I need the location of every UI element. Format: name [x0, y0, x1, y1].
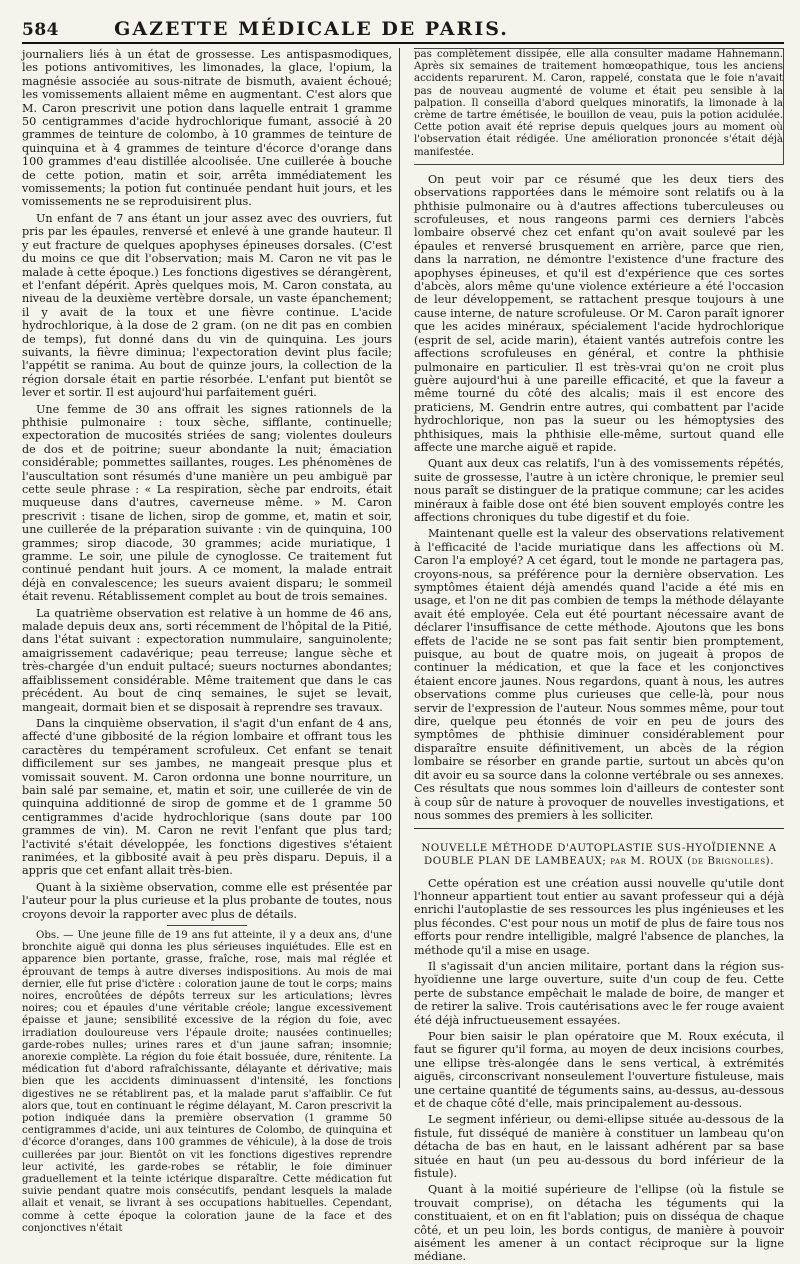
journal-title: GAZETTE MÉDICALE DE PARIS.	[114, 18, 509, 40]
paragraph: La quatrième observation est relative à un homme de 46 ans, malade depuis deux ans, sorti récemment de l'hôpital de la Pitié, dans l'état suivant : expectoration nummulaire, sanguinolente; amaigrissement cadavérique; peau terreuse; langue sèche et très-chargée d'un enduit pultacé; sueurs nocturnes abondantes; affaiblissement considérable. Même traitement que dans le cas précédent. Au bout de cinq semaines, le sujet se levait, mangeait, dormait bien et se disposait à reprendre ses travaux.	[22, 606, 392, 714]
paragraph: Quant à la moitié supérieure de l'ellipse (où la fistule se trouvait comprise), on détacha les téguments qui la constituaient, et on en fit l'ablation; puis on disséqua de chaque côté, et un peu loin, les bords contigus, de manière à pouvoir aisément les amener à un contact réciproque sur la ligne médiane.	[414, 1183, 784, 1264]
left-column	[22, 48, 400, 1234]
paragraph: Maintenant quelle est la valeur des observations relativement à l'efficacité de l'acide muriatique dans les affections où M. Caron l'a employé? A cet égard, tout le monde ne partagera pas, croyons-nous, sa préférence pour la dernière observation. Les symptômes étaient déjà amendés quand l'acide a été mis en usage, et l'on ne dit pas combien de temps la méthode délayante avait été employée. Cela eut été pourtant nécessaire avant de déclarer l'insuffisance de cette méthode. Ajoutons que les bons effets de l'acide ne se sont pas fait sentir bien promptement, puisque, au bout de quatre mois, on jugeait à propos de continuer la médication, et que la face et les conjonctives étaient encore jaunes. Nous regardons, quant à nous, les autres observations comme plus curieuses que celle-là, pour nous servir de l'expression de l'auteur. Nous sommes même, pour tout dire, quelque peu étonnés de voir en peu de jours des symptômes de phthisie diminuer considérablement pour disparaître ensuite définitivement, un abcès de la région lombaire se résorber en grande partie, surtout un abcès qu'on dit avoir eu sa source dans la colonne vertébrale ou ses annexes. Ces résultats que nous sommes loin d'ailleurs de contester sont à coup sûr de nature à provoquer de nouvelles investigations, et nous sommes des premiers à les solliciter.	[414, 527, 784, 822]
paragraph: Dans la cinquième observation, il s'agit d'un enfant de 4 ans, affecté d'une gibbosité de la région lombaire et offrant tous les caractères du tempérament scrofuleux. Cet enfant se tenait difficilement sur ses jambes, ne mangeait presque plus et vomissait souvent. M. Caron ordonna une bonne nourriture, un bain salé par semaine, et, matin et soir, une cuillerée de vin de quinquina additionné de sirop de gomme et de 1 gramme 50 centigrammes d'acide hydrochlorique (sans doute par 100 grammes de vin). M. Caron ne revit l'enfant que plus tard; l'activité s'était développée, les fonctions digestives s'étaient ranimées, et la gibbosité avait à peu près disparu. Depuis, il a appris que cet enfant allait très-bien.	[22, 716, 392, 878]
paragraph: Il s'agissait d'un ancien militaire, portant dans la région sus-hyoïdienne une large ouverture, suite d'un coup de feu. Cette perte de substance empêchait le malade de boire, de manger et de retirer la salive. Trois cautérisations avec le fer rouge avaient été déjà infructueusement essayées.	[414, 959, 784, 1027]
observation-text: Obs. — Une jeune fille de 19 ans fut atteinte, il y a deux ans, d'une bronchite aiguë qui donna les plus sérieuses inquiétudes. Elle est en apparence bien portante, grasse, fraîche, rose, mais mal réglée et éprouvant de temps à autre diverses indispositions. Au mois de mai dernier, elle fut prise d'ictère : coloration jaune de tout le corps; mains noires, encroûtées de dépôts terreux sur les articulations; lèvres noires; cou et épaules d'une véritable créole; langue excessivement épaisse et jaune; sensibilité excessive de la région du foie, avec irradiation douloureuse vers l'épaule droite; nausées continuelles; garde-robes nulles; urines rares et d'un jaune safran; insomnie; anorexie complète. La région du foie était bossuée, dure, rénitente. La médication fut d'abord rafraîchissante, délayante et dérivative; mais bien que les accidents diminuassent d'intensité, les fonctions digestives ne se rétablirent pas, et la malade parut s'affaiblir. Ce fut alors que, tout en continuant le régime délayant, M. Caron prescrivit la potion indiquée dans la première observation (1 gramme 50 centigrammes d'acide, uni aux teintures de Colombo, de quinquina et d'écorce d'oranges, dans 100 grammes de véhicule), à la dose de trois cuillerées par jour. Bientôt on vit les fonctions digestives reprendre leur activité, les garde-robes se rétablir, le foie diminuer graduellement et la teinte ictérique disparaître. Cette médication fut suivie pendant quatre mois consécutifs, pendant lesquels la malade allait et venait, se livrant à ses occupations habituelles. Cependant, comme à cette époque la coloration jaune de la face et des conjonctives n'était	[22, 930, 392, 1234]
paragraph: Quant à la sixième observation, comme elle est présentée par l'auteur pour la plus curieuse et la plus probante de toutes, nous croyons devoir la rapporter avec plus de détails.	[22, 880, 392, 921]
separator	[167, 925, 247, 926]
section-rule	[414, 828, 784, 833]
paragraph: Une femme de 30 ans offrait les signes rationnels de la phthisie pulmonaire : toux sèche, sifflante, continuelle; expectoration de mucosités striées de sang; violentes douleurs de dos et de poitrine; sueur abondante la nuit; émaciation considérable; pommettes saillantes, rouges. Les phénomènes de l'auscultation sont résumés d'une manière un peu ambiguë par cette seule phrase : « La respiration, sèche par endroits, était muqueuse dans d'autres, caverneuse même. » M. Caron prescrivit : tisane de lichen, sirop de gomme, et, matin et soir, une cuillerée de la préparation suivante : vin de quinquina, 100 grammes; sirop diacode, 30 grammes; acide muriatique, 1 gramme. Le soir, une pilule de cynoglosse. Ce traitement fut continué pendant huit jours. A ce moment, la malade entrait déjà en convalescence; les sueurs avaient disparu; le sommeil était revenu. Rétablissement complet au bout de trois semaines.	[22, 402, 392, 604]
paragraph: journaliers liés à un état de grossesse. Les antispasmodiques, les potions antivomitives, les limonades, la glace, l'opium, la magnésie associée au sous-nitrate de bismuth, avaient échoué; les vomissements allaient même en augmentant. C'est alors que M. Caron prescrivit une potion dans laquelle entrait 1 gramme 50 centigrammes d'acide hydrochlorique fumant, associé à 20 grammes de teinture de colombo, à 10 grammes de teinture de quinquina et à 4 grammes de teinture d'écorce d'orange dans 100 grammes d'eau distillée alcoolisée. Une cuillerée à bouche de cette potion, matin et soir, arrêta immédiatement les vomissements; la potion fut continuée pendant huit jours, et les vomissements ne se reproduisirent plus.	[22, 48, 392, 209]
paragraph: Cette opération est une création aussi nouvelle qu'utile dont l'honneur appartient tout entier au savant professeur qui a déjà enrichi l'autoplastie de ses ressources les plus ingénieuses et les plus fécondes. C'est pour nous un motif de plus de faire tous nos efforts pour rendre intelligible, malgré l'absence de planches, la méthode qu'il a mise en usage.	[414, 876, 784, 957]
observation-continuation-box	[414, 48, 784, 165]
paragraph: Pour bien saisir le plan opératoire que M. Roux exécuta, il faut se figurer qu'il forma, au moyen de deux incisions courbes, une ellipse très-alongée dans le sens vertical, à extrémités aiguës, circonscrivant nonseulement l'ouverture fistuleuse, mais une certaine quantité de téguments sains, au-dessus, au-dessous et de chaque côté d'elle, mais principalement au-dessous.	[414, 1029, 784, 1111]
paragraph: Quant aux deux cas relatifs, l'un à des vomissements répétés, suite de grossesse, l'autre à un ictère chronique, le premier seul nous paraît se distinguer de la pratique commune; car les acides minéraux à faible dose ont été bien souvent employés contre les affections chroniques du tube digestif et du foie.	[414, 457, 784, 524]
observation-continuation: pas complètement dissipée, elle alla consulter madame Hahnemann. Après six semaines de traitement homœopathique, tous les anciens accidents reparurent. M. Caron, rappelé, constata que le foie n'avait pas de nouveau augmenté de volume et était peu sensible à la palpation. Il conseilla d'abord quelques minoratifs, la limonade à la crème de tartre émétisée, le bouillon de veau, puis la potion acidulée. Cette potion avait été reprise depuis quelques jours au moment où l'observation était rédigée. Une amélioration prononcée s'était déjà manifestée.	[414, 49, 783, 158]
section-heading: NOUVELLE MÉTHODE D'AUTOPLASTIE SUS-HYOÏDIENNE A DOUBLE PLAN DE LAMBEAUX; par M. ROUX (de Brignolles).	[421, 843, 777, 867]
columns	[22, 48, 784, 1264]
right-column	[414, 48, 784, 1264]
page-header	[22, 14, 784, 44]
page-number: 584	[22, 20, 59, 40]
paragraph: Un enfant de 7 ans étant un jour assez avec des ouvriers, fut pris par les épaules, renversé et enlevé à une grande hauteur. Il y eut fracture de quelques apophyses épineuses dorsales. (C'est du moins ce que dit l'observation; mais M. Caron ne vit pas le malade à cette époque.) Les fonctions digestives se dérangèrent, et l'enfant dépérit. Après quelques mois, M. Caron constata, au niveau de la deuxième vertèbre dorsale, un vaste épanchement; il y avait de la toux et une fièvre continue. L'acide hydrochlorique, à la dose de 2 gram. (on ne dit pas en combien de temps), fut donné dans du vin de quinquina. Les jours suivants, la fièvre diminua; l'expectoration devint plus facile; l'appétit se ranima. Au bout de quinze jours, la collection de la région dorsale était en partie résorbée. L'enfant put bientôt se lever et sortir. Il est aujourd'hui parfaitement guéri.	[22, 211, 392, 400]
paragraph: Le segment inférieur, ou demi-ellipse située au-dessous de la fistule, fut disséqué de manière à constituer un lambeau qu'on détacha de bas en haut, en le laissant adhérent par sa base située en haut (un peu au-dessous du bord inférieur de la fistule).	[414, 1113, 784, 1181]
paragraph: On peut voir par ce résumé que les deux tiers des observations rapportées dans le mémoire sont relatifs ou à la phthisie pulmonaire ou à d'autres affections tuberculeuses ou scrofuleuses, et nous rangeons parmi ces derniers l'abcès lombaire observé chez cet enfant qu'on avait soulevé par les épaules et renversé brusquement en arrière, parce que rien, dans la narration, ne démontre l'existence d'une fracture des apophyses épineuses, et qu'il est d'expérience que ces sortes d'abcès, alors même qu'une violence extérieure a été l'occasion de leur développement, se rattachent presque toujours à une cause interne, de nature scrofuleuse. Or M. Caron paraît ignorer que les acides minéraux, spécialement l'acide hydrochlorique (esprit de sel, acide marin), étaient vantés autrefois contre les affections scrofuleuses en général, et contre la phthisie pulmonaire en particulier. Il est très-vrai qu'on ne croit plus guère aujourd'hui à une pareille efficacité, et que la faveur a même tourné du côté des alcalis; mais il est encore des praticiens, M. Gendrin entre autres, qui combattent par l'acide hydrochlorique, non pas la sueur ou les hémoptysies des phthisiques, mais la phthisie elle-même, surtout quand elle affecte une marche aiguë et rapide.	[414, 172, 784, 454]
